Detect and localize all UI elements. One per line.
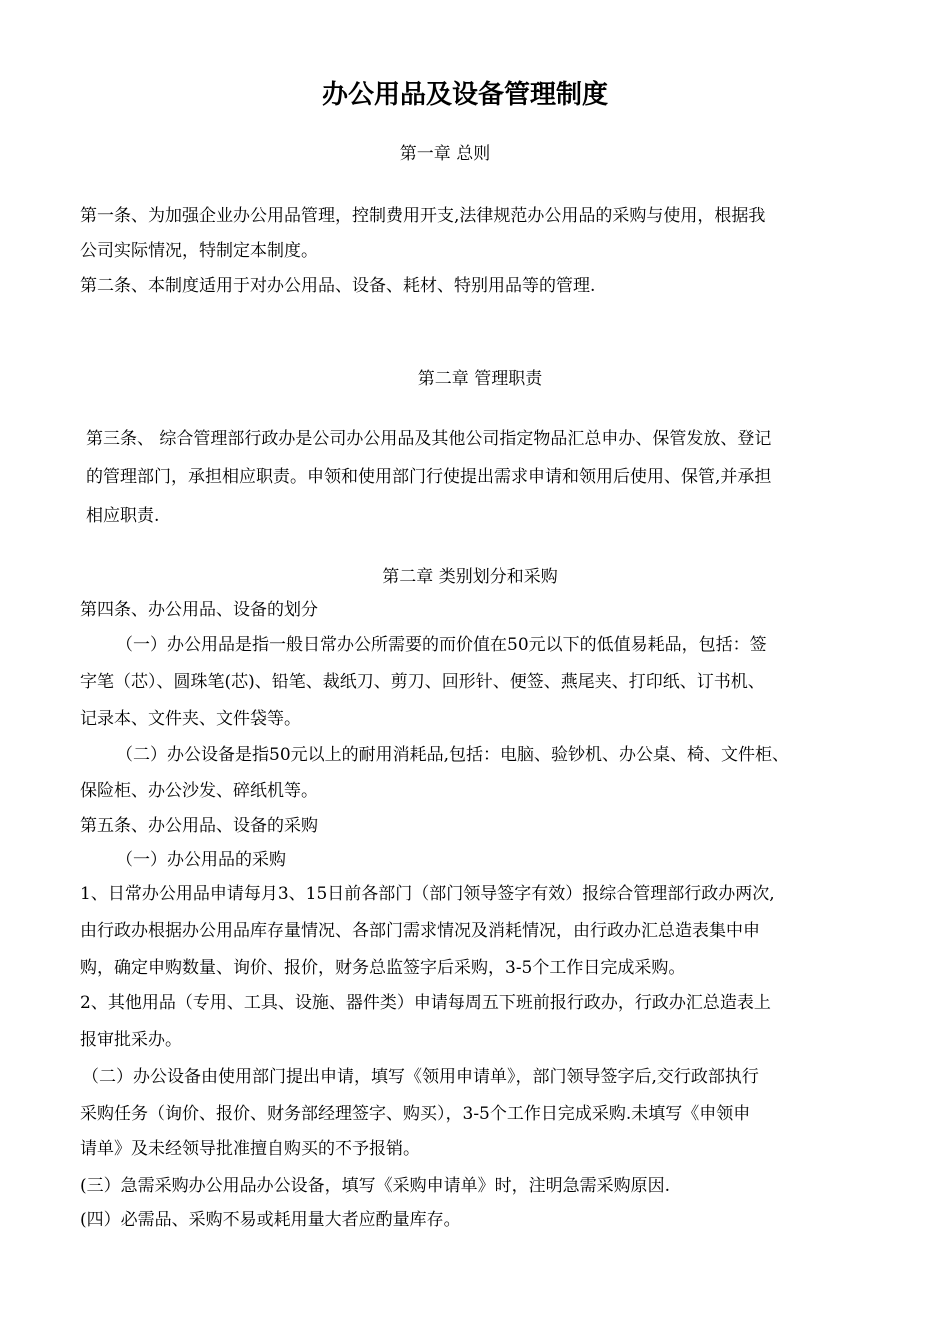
article-3-line-1: 第三条、 综合管理部行政办是公司办公用品及其他公司指定物品汇总申办、保管发放、登记 xyxy=(86,429,772,449)
article-3-line-3: 相应职责. xyxy=(86,506,160,526)
chapter-2-heading: 第二章 管理职责 xyxy=(417,369,543,389)
para-3-line-3: 请单》及未经领导批准擅自购买的不予报销。 xyxy=(80,1139,420,1159)
para-1-line-2: 由行政办根据办公用品库存量情况、各部门需求情况及消耗情况，由行政办汇总造表集中申 xyxy=(80,921,760,941)
item-1-line-3: 记录本、文件夹、文件袋等。 xyxy=(80,709,301,729)
para-5: (四）必需品、采购不易或耗用量大者应酌量库存。 xyxy=(80,1210,461,1230)
chapter-1-heading: 第一章 总则 xyxy=(399,144,491,164)
article-1-line-1: 第一条、为加强企业办公用品管理，控制费用开支,法律规范办公用品的采购与使用，根据我 xyxy=(80,206,766,226)
article-1-line-2: 公司实际情况，特制定本制度。 xyxy=(80,241,318,261)
item-1-line-2: 字笔（芯）、圆珠笔(芯)、铅笔、裁纸刀、剪刀、回形针、便签、燕尾夹、打印纸、订书机、 xyxy=(80,672,765,692)
document-title: 办公用品及设备管理制度 xyxy=(321,80,608,110)
para-3-line-1: （二）办公设备由使用部门提出申请，填写《领用申请单》，部门领导签字后,交行政部执行 xyxy=(82,1067,759,1087)
para-1-line-1: 1、日常办公用品申请每月3、15日前各部门（部门领导签字有效）报综合管理部行政办两次, xyxy=(80,884,775,904)
para-3-line-2: 采购任务（询价、报价、财务部经理签字、购买），3-5个工作日完成采购.未填写《申领申 xyxy=(80,1104,751,1124)
subsection-1: （一）办公用品的采购 xyxy=(116,850,286,870)
chapter-3-heading: 第二章 类别划分和采购 xyxy=(382,567,558,587)
item-2-line-2: 保险柜、办公沙发、碎纸机等。 xyxy=(80,781,318,801)
para-2-line-1: 2、其他用品（专用、工具、设施、器件类）申请每周五下班前报行政办，行政办汇总造表上 xyxy=(80,993,771,1013)
item-2-line-1: （二）办公设备是指50元以上的耐用消耗品,包括：电脑、验钞机、办公桌、椅、文件柜、 xyxy=(116,745,790,765)
para-1-line-3: 购，确定申购数量、询价、报价，财务总监签字后采购，3-5个工作日完成采购。 xyxy=(80,958,686,978)
para-4: (三）急需采购办公用品办公设备，填写《采购申请单》时，注明急需采购原因. xyxy=(80,1176,671,1196)
article-2: 第二条、本制度适用于对办公用品、设备、耗材、特别用品等的管理. xyxy=(80,276,596,296)
para-2-line-2: 报审批采办。 xyxy=(80,1030,182,1050)
article-4: 第四条、办公用品、设备的划分 xyxy=(80,600,318,620)
article-3-line-2: 的管理部门，承担相应职责。申领和使用部门行使提出需求申请和领用后使用、保管,并承担 xyxy=(86,467,772,487)
item-1-line-1: （一）办公用品是指一般日常办公所需要的而价值在50元以下的低值易耗品，包括：签 xyxy=(116,635,767,655)
article-5: 第五条、办公用品、设备的采购 xyxy=(80,816,318,836)
